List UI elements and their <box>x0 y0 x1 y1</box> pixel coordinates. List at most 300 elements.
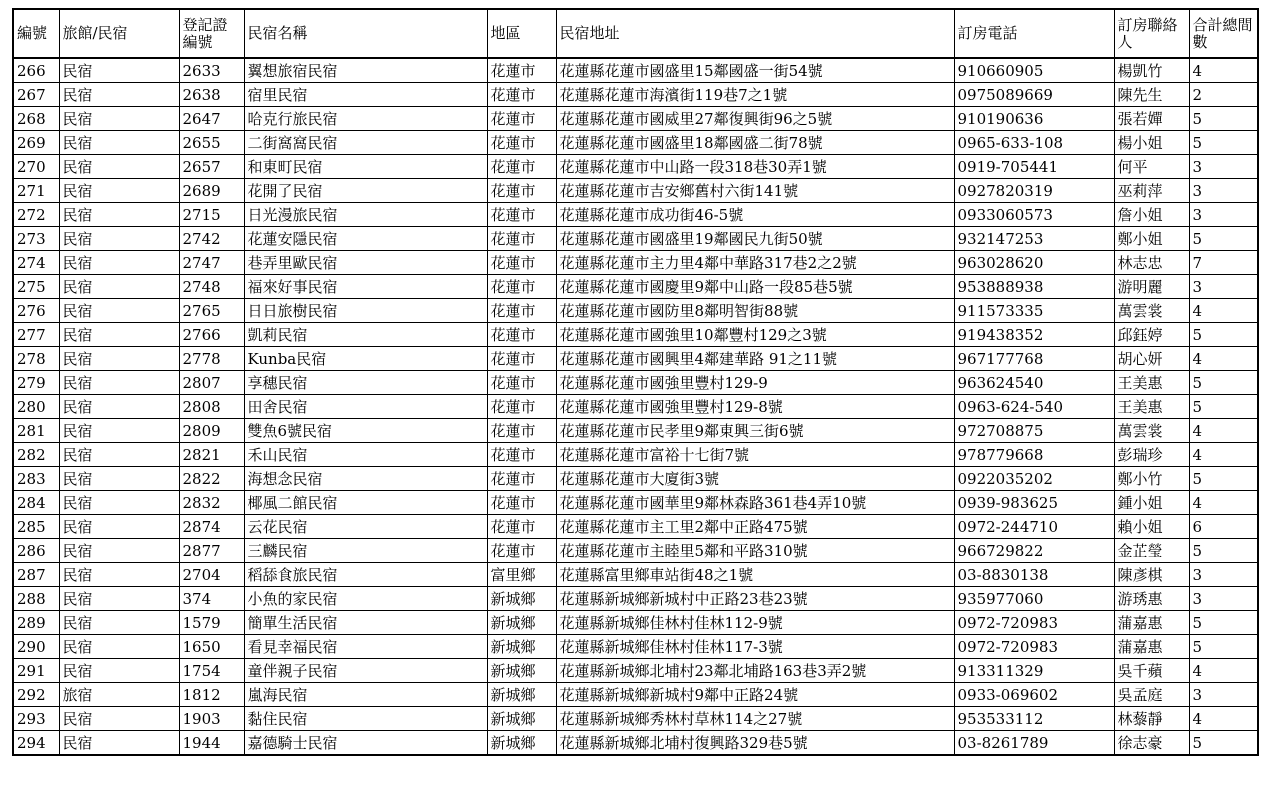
header-row <box>13 9 1258 58</box>
cell-area: 花蓮市 <box>487 155 556 179</box>
cell-phone: 0933060573 <box>954 203 1114 227</box>
cell-contact: 吳千蘋 <box>1114 659 1189 683</box>
cell-area: 花蓮市 <box>487 227 556 251</box>
cell-name: 稻舔食旅民宿 <box>244 563 487 587</box>
cell-address: 花蓮縣富里鄉車站街48之1號 <box>556 563 954 587</box>
cell-rooms: 5 <box>1189 611 1258 635</box>
cell-reg: 2821 <box>179 443 244 467</box>
cell-phone: 972708875 <box>954 419 1114 443</box>
cell-name: 童伴親子民宿 <box>244 659 487 683</box>
cell-type: 民宿 <box>59 635 179 659</box>
cell-phone: 910190636 <box>954 107 1114 131</box>
cell-phone: 967177768 <box>954 347 1114 371</box>
cell-contact: 胡心妍 <box>1114 347 1189 371</box>
table-row <box>13 203 1258 227</box>
cell-contact: 楊小姐 <box>1114 131 1189 155</box>
cell-contact: 陳先生 <box>1114 83 1189 107</box>
cell-address: 花蓮縣花蓮市成功街46-5號 <box>556 203 954 227</box>
cell-contact: 彭瑞珍 <box>1114 443 1189 467</box>
cell-type: 民宿 <box>59 107 179 131</box>
cell-area: 新城鄉 <box>487 707 556 731</box>
cell-phone: 978779668 <box>954 443 1114 467</box>
table-row <box>13 251 1258 275</box>
cell-type: 民宿 <box>59 491 179 515</box>
cell-name: 看見幸福民宿 <box>244 635 487 659</box>
cell-rooms: 5 <box>1189 323 1258 347</box>
cell-contact: 鄭小竹 <box>1114 467 1189 491</box>
cell-rooms: 4 <box>1189 419 1258 443</box>
cell-type: 民宿 <box>59 539 179 563</box>
cell-no: 267 <box>13 83 59 107</box>
table-row <box>13 299 1258 323</box>
cell-reg: 2808 <box>179 395 244 419</box>
cell-contact: 萬雲裳 <box>1114 419 1189 443</box>
cell-reg: 2657 <box>179 155 244 179</box>
cell-phone: 0939-983625 <box>954 491 1114 515</box>
cell-area: 新城鄉 <box>487 683 556 707</box>
cell-no: 283 <box>13 467 59 491</box>
table-row <box>13 131 1258 155</box>
cell-phone: 03-8830138 <box>954 563 1114 587</box>
cell-reg: 2742 <box>179 227 244 251</box>
table-row <box>13 275 1258 299</box>
cell-reg: 2822 <box>179 467 244 491</box>
cell-name: 翼想旅宿民宿 <box>244 58 487 83</box>
cell-reg: 2877 <box>179 539 244 563</box>
header-contact: 訂房聯絡人 <box>1114 9 1189 58</box>
cell-contact: 鄭小姐 <box>1114 227 1189 251</box>
cell-type: 民宿 <box>59 155 179 179</box>
cell-type: 民宿 <box>59 203 179 227</box>
cell-area: 花蓮市 <box>487 467 556 491</box>
cell-area: 花蓮市 <box>487 371 556 395</box>
table-row <box>13 227 1258 251</box>
cell-no: 291 <box>13 659 59 683</box>
cell-rooms: 5 <box>1189 731 1258 756</box>
cell-type: 民宿 <box>59 731 179 756</box>
cell-type: 民宿 <box>59 419 179 443</box>
cell-phone: 911573335 <box>954 299 1114 323</box>
cell-reg: 1944 <box>179 731 244 756</box>
cell-no: 275 <box>13 275 59 299</box>
cell-rooms: 5 <box>1189 227 1258 251</box>
cell-rooms: 5 <box>1189 635 1258 659</box>
cell-type: 民宿 <box>59 659 179 683</box>
cell-phone: 963028620 <box>954 251 1114 275</box>
cell-name: 花蓮安隱民宿 <box>244 227 487 251</box>
cell-no: 273 <box>13 227 59 251</box>
cell-no: 287 <box>13 563 59 587</box>
cell-no: 271 <box>13 179 59 203</box>
cell-area: 花蓮市 <box>487 299 556 323</box>
cell-address: 花蓮縣花蓮市主力里4鄰中華路317巷2之2號 <box>556 251 954 275</box>
cell-type: 民宿 <box>59 395 179 419</box>
cell-reg: 374 <box>179 587 244 611</box>
cell-contact: 張若嬋 <box>1114 107 1189 131</box>
cell-address: 花蓮縣花蓮市吉安鄉舊村六街141號 <box>556 179 954 203</box>
cell-rooms: 5 <box>1189 371 1258 395</box>
cell-area: 花蓮市 <box>487 347 556 371</box>
cell-reg: 2874 <box>179 515 244 539</box>
cell-name: 宿里民宿 <box>244 83 487 107</box>
cell-rooms: 4 <box>1189 659 1258 683</box>
cell-rooms: 5 <box>1189 467 1258 491</box>
cell-phone: 953888938 <box>954 275 1114 299</box>
cell-rooms: 3 <box>1189 179 1258 203</box>
cell-contact: 萬雲裳 <box>1114 299 1189 323</box>
cell-name: 簡單生活民宿 <box>244 611 487 635</box>
cell-rooms: 2 <box>1189 83 1258 107</box>
cell-name: 日光漫旅民宿 <box>244 203 487 227</box>
cell-area: 花蓮市 <box>487 107 556 131</box>
cell-rooms: 4 <box>1189 443 1258 467</box>
cell-area: 新城鄉 <box>487 611 556 635</box>
cell-reg: 2809 <box>179 419 244 443</box>
cell-rooms: 3 <box>1189 275 1258 299</box>
cell-area: 花蓮市 <box>487 83 556 107</box>
cell-rooms: 5 <box>1189 107 1258 131</box>
cell-contact: 邱鈺婷 <box>1114 323 1189 347</box>
cell-contact: 巫莉萍 <box>1114 179 1189 203</box>
cell-name: 黏住民宿 <box>244 707 487 731</box>
cell-area: 花蓮市 <box>487 58 556 83</box>
cell-reg: 2747 <box>179 251 244 275</box>
cell-phone: 0963-624-540 <box>954 395 1114 419</box>
cell-type: 民宿 <box>59 371 179 395</box>
cell-name: 嘉德騎士民宿 <box>244 731 487 756</box>
cell-reg: 2832 <box>179 491 244 515</box>
table-row <box>13 371 1258 395</box>
cell-no: 282 <box>13 443 59 467</box>
header-address: 民宿地址 <box>556 9 954 58</box>
cell-phone: 935977060 <box>954 587 1114 611</box>
cell-name: 日日旅樹民宿 <box>244 299 487 323</box>
cell-address: 花蓮縣花蓮市富裕十七街7號 <box>556 443 954 467</box>
cell-name: 享穗民宿 <box>244 371 487 395</box>
cell-phone: 03-8261789 <box>954 731 1114 756</box>
cell-phone: 953533112 <box>954 707 1114 731</box>
cell-type: 民宿 <box>59 179 179 203</box>
cell-reg: 2689 <box>179 179 244 203</box>
cell-area: 新城鄉 <box>487 731 556 756</box>
cell-no: 290 <box>13 635 59 659</box>
cell-contact: 何平 <box>1114 155 1189 179</box>
cell-name: 三麟民宿 <box>244 539 487 563</box>
cell-address: 花蓮縣花蓮市國慶里9鄰中山路一段85巷5號 <box>556 275 954 299</box>
cell-address: 花蓮縣花蓮市國強里豐村129-9 <box>556 371 954 395</box>
cell-name: Kunba民宿 <box>244 347 487 371</box>
cell-address: 花蓮縣花蓮市國強里10鄰豐村129之3號 <box>556 323 954 347</box>
table-row <box>13 659 1258 683</box>
cell-type: 民宿 <box>59 443 179 467</box>
table-row <box>13 395 1258 419</box>
cell-area: 花蓮市 <box>487 515 556 539</box>
cell-address: 花蓮縣新城鄉新城村9鄰中正路24號 <box>556 683 954 707</box>
cell-no: 279 <box>13 371 59 395</box>
cell-contact: 鍾小姐 <box>1114 491 1189 515</box>
table-row <box>13 58 1258 83</box>
table-row <box>13 539 1258 563</box>
cell-area: 花蓮市 <box>487 275 556 299</box>
cell-no: 289 <box>13 611 59 635</box>
cell-reg: 1754 <box>179 659 244 683</box>
cell-address: 花蓮縣花蓮市國盛里15鄰國盛一街54號 <box>556 58 954 83</box>
cell-reg: 2704 <box>179 563 244 587</box>
cell-phone: 966729822 <box>954 539 1114 563</box>
cell-reg: 2647 <box>179 107 244 131</box>
cell-phone: 0933-069602 <box>954 683 1114 707</box>
cell-area: 花蓮市 <box>487 419 556 443</box>
cell-contact: 詹小姐 <box>1114 203 1189 227</box>
cell-name: 哈克行旅民宿 <box>244 107 487 131</box>
cell-contact: 林志忠 <box>1114 251 1189 275</box>
cell-address: 花蓮縣新城鄉北埔村23鄰北埔路163巷3弄2號 <box>556 659 954 683</box>
cell-reg: 2633 <box>179 58 244 83</box>
cell-type: 民宿 <box>59 251 179 275</box>
cell-name: 雙魚6號民宿 <box>244 419 487 443</box>
cell-contact: 楊凱竹 <box>1114 58 1189 83</box>
cell-address: 花蓮縣新城鄉秀林村草林114之27號 <box>556 707 954 731</box>
table-row <box>13 491 1258 515</box>
cell-type: 民宿 <box>59 131 179 155</box>
cell-address: 花蓮縣新城鄉佳林村佳林117-3號 <box>556 635 954 659</box>
header-name: 民宿名稱 <box>244 9 487 58</box>
cell-contact: 蒲嘉惠 <box>1114 635 1189 659</box>
cell-type: 民宿 <box>59 83 179 107</box>
cell-phone: 0927820319 <box>954 179 1114 203</box>
cell-phone: 0972-720983 <box>954 611 1114 635</box>
cell-rooms: 6 <box>1189 515 1258 539</box>
cell-type: 民宿 <box>59 323 179 347</box>
cell-no: 269 <box>13 131 59 155</box>
cell-no: 288 <box>13 587 59 611</box>
cell-rooms: 5 <box>1189 539 1258 563</box>
cell-area: 花蓮市 <box>487 179 556 203</box>
table-row <box>13 347 1258 371</box>
cell-type: 民宿 <box>59 58 179 83</box>
cell-rooms: 3 <box>1189 203 1258 227</box>
table-row <box>13 563 1258 587</box>
cell-phone: 0975089669 <box>954 83 1114 107</box>
cell-no: 274 <box>13 251 59 275</box>
header-phone: 訂房電話 <box>954 9 1114 58</box>
cell-no: 266 <box>13 58 59 83</box>
cell-address: 花蓮縣花蓮市國興里4鄰建華路 91之11號 <box>556 347 954 371</box>
cell-name: 禾山民宿 <box>244 443 487 467</box>
cell-no: 270 <box>13 155 59 179</box>
cell-phone: 932147253 <box>954 227 1114 251</box>
cell-phone: 0919-705441 <box>954 155 1114 179</box>
cell-address: 花蓮縣花蓮市大廈街3號 <box>556 467 954 491</box>
cell-area: 新城鄉 <box>487 659 556 683</box>
cell-type: 民宿 <box>59 275 179 299</box>
cell-area: 花蓮市 <box>487 203 556 227</box>
cell-address: 花蓮縣花蓮市國盛里19鄰國民九街50號 <box>556 227 954 251</box>
header-no: 編號 <box>13 9 59 58</box>
table-row <box>13 611 1258 635</box>
cell-no: 284 <box>13 491 59 515</box>
cell-no: 277 <box>13 323 59 347</box>
cell-reg: 1650 <box>179 635 244 659</box>
cell-address: 花蓮縣新城鄉新城村中正路23巷23號 <box>556 587 954 611</box>
cell-address: 花蓮縣花蓮市國防里8鄰明智街88號 <box>556 299 954 323</box>
header-reg: 登記證編號 <box>179 9 244 58</box>
cell-name: 福來好事民宿 <box>244 275 487 299</box>
cell-phone: 0972-244710 <box>954 515 1114 539</box>
table-row <box>13 323 1258 347</box>
cell-contact: 徐志豪 <box>1114 731 1189 756</box>
cell-address: 花蓮縣花蓮市國威里27鄰復興街96之5號 <box>556 107 954 131</box>
table-row <box>13 155 1258 179</box>
cell-contact: 游琇惠 <box>1114 587 1189 611</box>
table-row <box>13 443 1258 467</box>
cell-address: 花蓮縣花蓮市主工里2鄰中正路475號 <box>556 515 954 539</box>
cell-rooms: 4 <box>1189 58 1258 83</box>
cell-no: 278 <box>13 347 59 371</box>
table-row <box>13 707 1258 731</box>
header-rooms: 合計總間數 <box>1189 9 1258 58</box>
cell-name: 海想念民宿 <box>244 467 487 491</box>
cell-address: 花蓮縣花蓮市國強里豐村129-8號 <box>556 395 954 419</box>
table-row <box>13 731 1258 756</box>
cell-area: 花蓮市 <box>487 539 556 563</box>
cell-name: 花開了民宿 <box>244 179 487 203</box>
cell-no: 292 <box>13 683 59 707</box>
cell-rooms: 4 <box>1189 347 1258 371</box>
table-row <box>13 179 1258 203</box>
cell-rooms: 3 <box>1189 683 1258 707</box>
cell-address: 花蓮縣花蓮市中山路一段318巷30弄1號 <box>556 155 954 179</box>
cell-area: 花蓮市 <box>487 251 556 275</box>
cell-type: 民宿 <box>59 563 179 587</box>
cell-rooms: 3 <box>1189 155 1258 179</box>
cell-contact: 吳孟庭 <box>1114 683 1189 707</box>
cell-address: 花蓮縣花蓮市海濱街119巷7之1號 <box>556 83 954 107</box>
cell-no: 293 <box>13 707 59 731</box>
cell-name: 嵐海民宿 <box>244 683 487 707</box>
cell-reg: 2638 <box>179 83 244 107</box>
cell-area: 花蓮市 <box>487 395 556 419</box>
cell-address: 花蓮縣花蓮市民孝里9鄰東興三街6號 <box>556 419 954 443</box>
cell-rooms: 4 <box>1189 299 1258 323</box>
cell-type: 民宿 <box>59 515 179 539</box>
cell-area: 新城鄉 <box>487 635 556 659</box>
cell-no: 294 <box>13 731 59 756</box>
cell-no: 268 <box>13 107 59 131</box>
header-area: 地區 <box>487 9 556 58</box>
cell-contact: 金芷瑩 <box>1114 539 1189 563</box>
cell-reg: 2765 <box>179 299 244 323</box>
cell-rooms: 7 <box>1189 251 1258 275</box>
cell-name: 椰風二館民宿 <box>244 491 487 515</box>
cell-phone: 919438352 <box>954 323 1114 347</box>
cell-phone: 963624540 <box>954 371 1114 395</box>
cell-type: 民宿 <box>59 347 179 371</box>
cell-phone: 910660905 <box>954 58 1114 83</box>
cell-area: 花蓮市 <box>487 443 556 467</box>
table-row <box>13 683 1258 707</box>
cell-reg: 2715 <box>179 203 244 227</box>
cell-rooms: 4 <box>1189 707 1258 731</box>
cell-name: 和東町民宿 <box>244 155 487 179</box>
cell-no: 272 <box>13 203 59 227</box>
table-row <box>13 635 1258 659</box>
cell-contact: 蒲嘉惠 <box>1114 611 1189 635</box>
table-row <box>13 587 1258 611</box>
cell-type: 民宿 <box>59 299 179 323</box>
cell-type: 民宿 <box>59 227 179 251</box>
cell-area: 富里鄉 <box>487 563 556 587</box>
cell-rooms: 3 <box>1189 587 1258 611</box>
cell-address: 花蓮縣花蓮市主睦里5鄰和平路310號 <box>556 539 954 563</box>
cell-address: 花蓮縣花蓮市國盛里18鄰國盛二街78號 <box>556 131 954 155</box>
cell-area: 花蓮市 <box>487 323 556 347</box>
cell-rooms: 5 <box>1189 395 1258 419</box>
cell-name: 小魚的家民宿 <box>244 587 487 611</box>
cell-no: 285 <box>13 515 59 539</box>
cell-no: 280 <box>13 395 59 419</box>
cell-area: 新城鄉 <box>487 587 556 611</box>
table-row <box>13 83 1258 107</box>
cell-phone: 0922035202 <box>954 467 1114 491</box>
cell-rooms: 4 <box>1189 491 1258 515</box>
cell-type: 旅宿 <box>59 683 179 707</box>
cell-reg: 1812 <box>179 683 244 707</box>
cell-type: 民宿 <box>59 587 179 611</box>
cell-name: 巷弄里歐民宿 <box>244 251 487 275</box>
cell-reg: 2778 <box>179 347 244 371</box>
cell-address: 花蓮縣新城鄉佳林村佳林112-9號 <box>556 611 954 635</box>
cell-rooms: 3 <box>1189 563 1258 587</box>
cell-type: 民宿 <box>59 611 179 635</box>
cell-type: 民宿 <box>59 707 179 731</box>
cell-no: 276 <box>13 299 59 323</box>
cell-phone: 913311329 <box>954 659 1114 683</box>
bnb-table <box>12 8 1259 756</box>
cell-contact: 王美惠 <box>1114 395 1189 419</box>
cell-address: 花蓮縣花蓮市國華里9鄰林森路361巷4弄10號 <box>556 491 954 515</box>
cell-rooms: 5 <box>1189 131 1258 155</box>
table-row <box>13 419 1258 443</box>
cell-contact: 游明麗 <box>1114 275 1189 299</box>
cell-name: 云花民宿 <box>244 515 487 539</box>
cell-reg: 2748 <box>179 275 244 299</box>
header-type: 旅館/民宿 <box>59 9 179 58</box>
table-row <box>13 107 1258 131</box>
table-row <box>13 515 1258 539</box>
cell-contact: 陳彥棋 <box>1114 563 1189 587</box>
cell-type: 民宿 <box>59 467 179 491</box>
cell-area: 花蓮市 <box>487 131 556 155</box>
cell-phone: 0972-720983 <box>954 635 1114 659</box>
cell-contact: 賴小姐 <box>1114 515 1189 539</box>
cell-address: 花蓮縣新城鄉北埔村復興路329巷5號 <box>556 731 954 756</box>
cell-contact: 林藜靜 <box>1114 707 1189 731</box>
cell-no: 286 <box>13 539 59 563</box>
table-row <box>13 467 1258 491</box>
cell-phone: 0965-633-108 <box>954 131 1114 155</box>
cell-name: 二街窩窩民宿 <box>244 131 487 155</box>
cell-reg: 2766 <box>179 323 244 347</box>
cell-name: 田舍民宿 <box>244 395 487 419</box>
cell-reg: 2807 <box>179 371 244 395</box>
cell-reg: 1903 <box>179 707 244 731</box>
cell-no: 281 <box>13 419 59 443</box>
cell-area: 花蓮市 <box>487 491 556 515</box>
cell-name: 凱莉民宿 <box>244 323 487 347</box>
cell-reg: 2655 <box>179 131 244 155</box>
cell-reg: 1579 <box>179 611 244 635</box>
